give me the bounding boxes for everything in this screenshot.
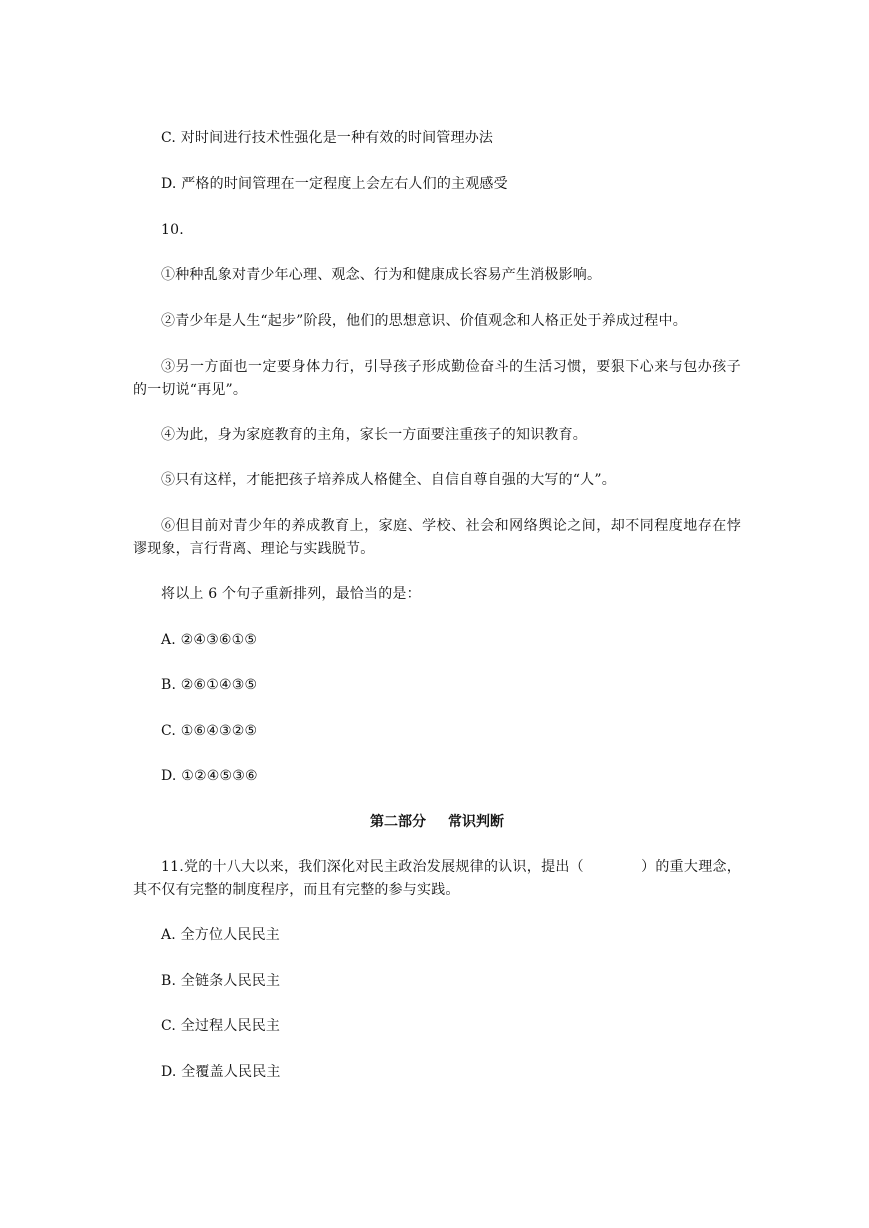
q11-stem: 11.党的十八大以来，我们深化对民主政治发展规律的认识，提出（ ）的重大理念，其不仅有完整的制度程序，而且有完整的参与实践。 — [133, 859, 741, 898]
q10-number: 10. — [161, 222, 184, 238]
q11-option-b: B. 全链条人民民主 — [161, 973, 281, 989]
q10-prompt: 将以上 6 个句子重新排列，最恰当的是： — [161, 586, 421, 602]
q10-option-d: D. ①②④⑤③⑥ — [161, 768, 258, 784]
q10-sentence-6: ⑥但目前对青少年的养成教育上，家庭、学校、社会和网络舆论之间，却不同程度地存在悖谬现象，言行背离、理论与实践脱节。 — [133, 518, 741, 557]
q11-option-d: D. 全覆盖人民民主 — [161, 1064, 281, 1080]
q11-option-c: C. 全过程人民民主 — [161, 1018, 281, 1034]
q10-sentence-3: ③另一方面也一定要身体力行，引导孩子形成勤俭奋斗的生活习惯，要狠下心来与包办孩子的一切说“再见”。 — [133, 359, 741, 398]
q11-option-a: A. 全方位人民民主 — [161, 927, 281, 943]
section-part: 第二部分 — [370, 814, 426, 830]
q10-sentence-1: ①种种乱象对青少年心理、观念、行为和健康成长容易产生消极影响。 — [161, 267, 602, 283]
section-heading — [133, 811, 741, 834]
q10-sentence-4: ④为此，身为家庭教育的主角，家长一方面要注重孩子的知识教育。 — [161, 427, 587, 443]
q10-sentence-5: ⑤只有这样，才能把孩子培养成人格健全、自信自尊自强的大写的“人”。 — [161, 472, 616, 488]
q9-option-d: D. 严格的时间管理在一定程度上会左右人们的主观感受 — [161, 176, 508, 192]
q10-option-a: A. ②④③⑥①⑤ — [161, 632, 258, 648]
section-title: 常识判断 — [448, 814, 504, 830]
q10-option-b: B. ②⑥①④③⑤ — [161, 677, 258, 693]
q10-option-c: C. ①⑥④③②⑤ — [161, 723, 258, 739]
q10-sentence-2: ②青少年是人生“起步”阶段，他们的思想意识、价值观念和人格正处于养成过程中。 — [161, 313, 687, 329]
q9-option-c: C. 对时间进行技术性强化是一种有效的时间管理办法 — [161, 130, 494, 146]
